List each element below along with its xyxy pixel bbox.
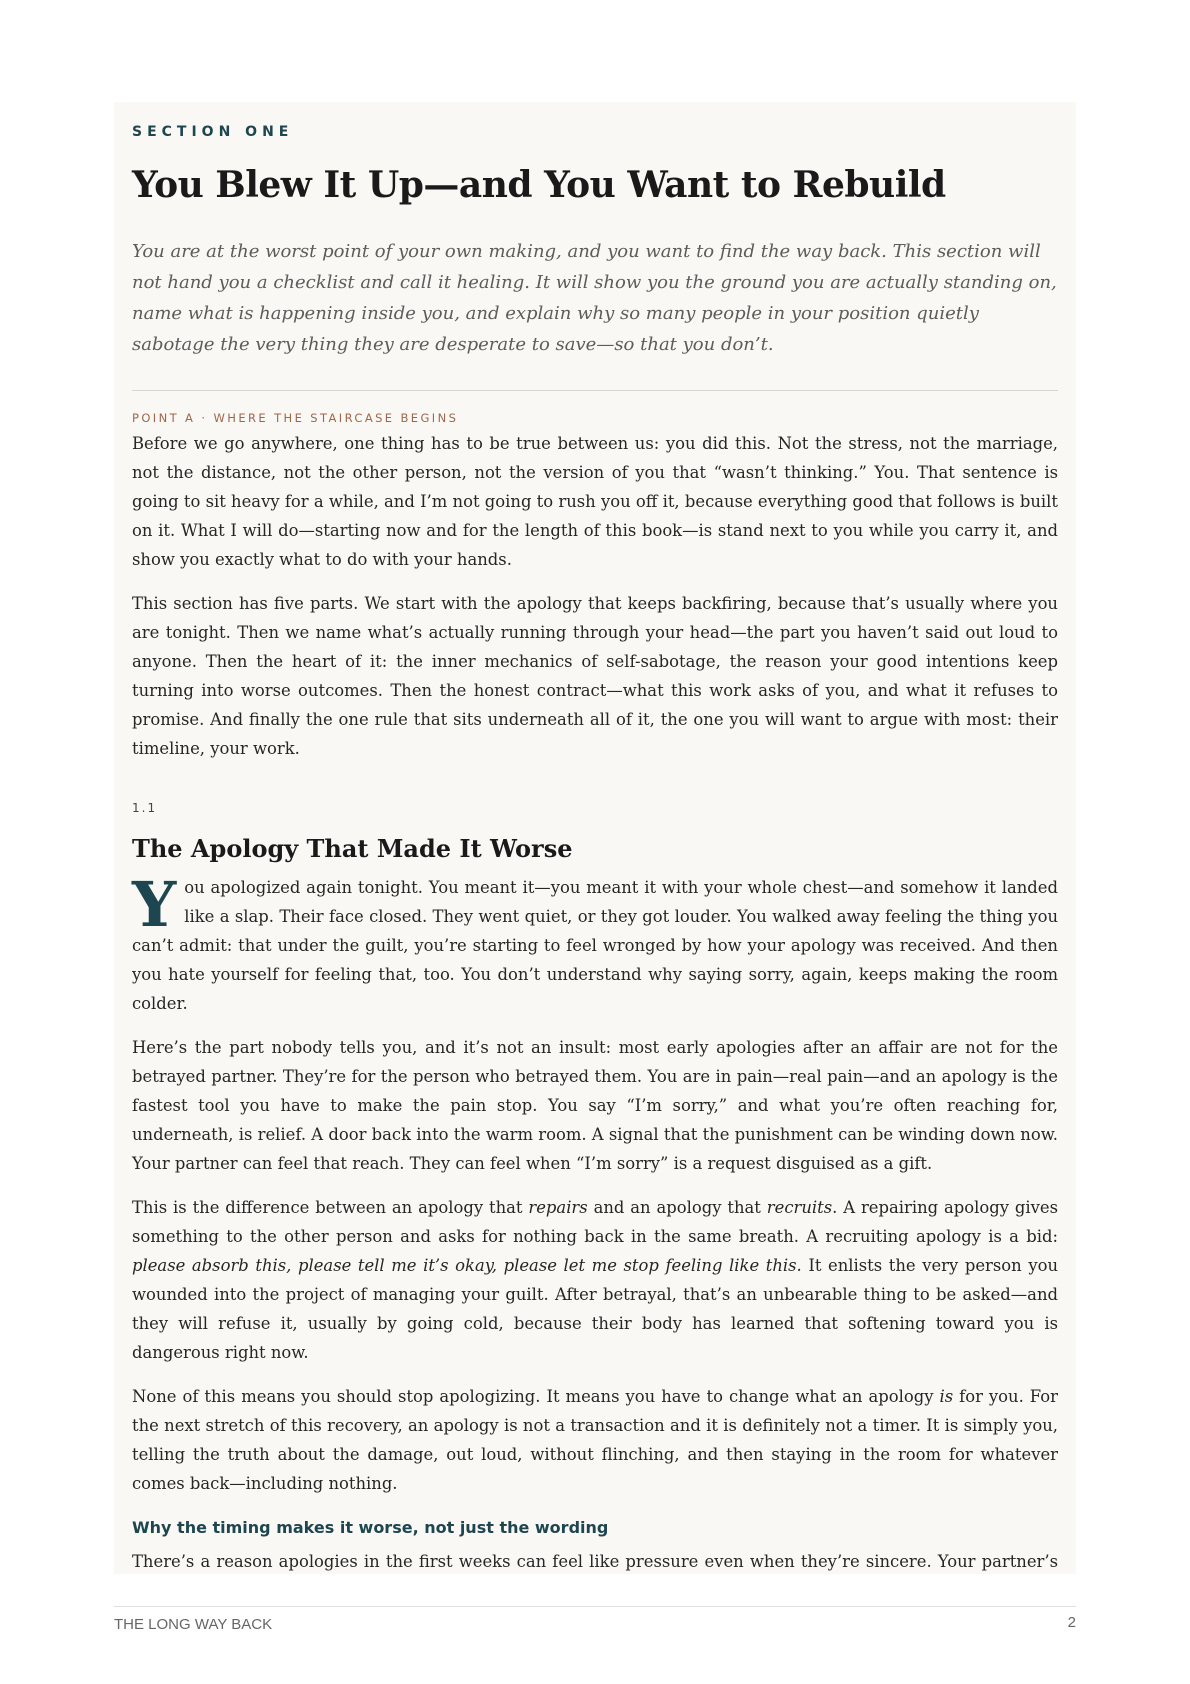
subsection-number: 1.1 [132, 801, 158, 815]
text-run: and an apology that [587, 1198, 767, 1217]
point-a-paragraph: Before we go anywhere, one thing has to be true between us: you did this. Not the stress, not the marriage, not the distance, not the other person, not the version of you that “wasn’t thinking.” You. That sentence is going to sit heavy for a while, and I’m not going to rush you off it, because everything good that follows is built on it. What I will do—starting now and for the length of this book—is stand next to you while you carry it, and show you exactly what to do with your hands. [132, 434, 1058, 569]
paragraph [132, 1382, 1058, 1498]
section-lede: You are at the worst point of your own making, and you want to find the way back. This section will not hand you a checklist and call it healing. It will show you the ground you are actually standing on, name what is happening inside you, and explain why so many people in your position quietly sabotage the very thing they are desperate to save—so that you don’t. [132, 241, 1057, 355]
point-a-label: POINT A · WHERE THE STAIRCASE BEGINS [132, 411, 459, 425]
emphasis: recruits [766, 1198, 833, 1217]
emphasis: please absorb this, please tell me it’s okay, please let me stop feeling like this. [132, 1256, 802, 1275]
text-run: It enlists the very person you wounded into the project of managing your guilt. After betrayal, that’s an unbearable thing to be asked—and they will refuse it, usually by going cold, because their body has learned that softening toward you is dangerous right now. [132, 1256, 1058, 1362]
running-footer-title: THE LONG WAY BACK [114, 1616, 273, 1633]
subheading: Why the timing makes it worse, not just the wording [132, 1518, 609, 1537]
section-kicker: SECTION ONE [132, 124, 294, 140]
footer-divider [114, 1606, 1076, 1607]
text-run: for you. For the next stretch of this recovery, an apology is not a transaction and it is definitely not a timer. It is simply you, telling the truth about the damage, out loud, without flinching, and then staying in the room for whatever comes back—including nothing. [132, 1387, 1058, 1493]
page-sheet [114, 102, 1076, 1574]
emphasis: repairs [528, 1198, 588, 1217]
paragraph: There’s a reason apologies in the first weeks can feel like pressure even when they’re sincere. Your partner’s [132, 1552, 1058, 1571]
point-a-body [132, 429, 1058, 763]
text-run: . A repairing apology gives something to the other person and asks for nothing back in the same breath. A recruiting apology is a bid: [132, 1198, 1059, 1246]
paragraph-text: ou apologized again tonight. You meant it—you meant it with your whole chest—and somehow it landed like a slap. Their face closed. They went quiet, or they got louder. You walked away feeling the thing you can’t admit: that under the guilt, you’re starting to feel wronged by how your apology was received. And then you hate yourself for feeling that, too. You don’t understand why saying sorry, again, keeps making the room colder. [132, 878, 1058, 1013]
text-run: None of this means you should stop apologizing. It means you have to change what an apology [132, 1387, 940, 1406]
text-run: This is the difference between an apology that [132, 1198, 529, 1217]
page-number: 2 [1067, 1614, 1076, 1631]
paragraph-dropcap [132, 868, 1058, 1018]
point-a-paragraph: This section has five parts. We start with the apology that keeps backfiring, because that’s usually where you are tonight. Then we name what’s actually running through your head—the part you haven’t said out loud to anyone. Then the heart of it: the inner mechanics of self-sabotage, the reason your good intentions keep turning into worse outcomes. Then the honest contract—what this work asks of you, and what it refuses to promise. And finally the one rule that sits underneath all of it, the one you will want to argue with most: their timeline, your work. [132, 594, 1058, 758]
subsection-body [132, 868, 1059, 1498]
paragraph: Here’s the part nobody tells you, and it’s not an insult: most early apologies after an affair are not for the betrayed partner. They’re for the person who betrayed them. You are in pain—real pain—and an apology is the fastest tool you have to make the pain stop. You say “I’m sorry,” and what you’re often reaching for, underneath, is relief. A door back into the warm room. A signal that the punishment can be winding down now. Your partner can feel that reach. They can feel when “I’m sorry” is a request disguised as a gift. [132, 1038, 1058, 1173]
dropcap-letter: Y [132, 868, 177, 941]
section-title: You Blew It Up—and You Want to Rebuild [132, 164, 946, 206]
emphasis: is [939, 1387, 954, 1406]
paragraph [132, 1193, 1058, 1367]
divider [132, 390, 1058, 391]
subheading-body [132, 1547, 1058, 1574]
subsection-title: The Apology That Made It Worse [132, 834, 573, 863]
